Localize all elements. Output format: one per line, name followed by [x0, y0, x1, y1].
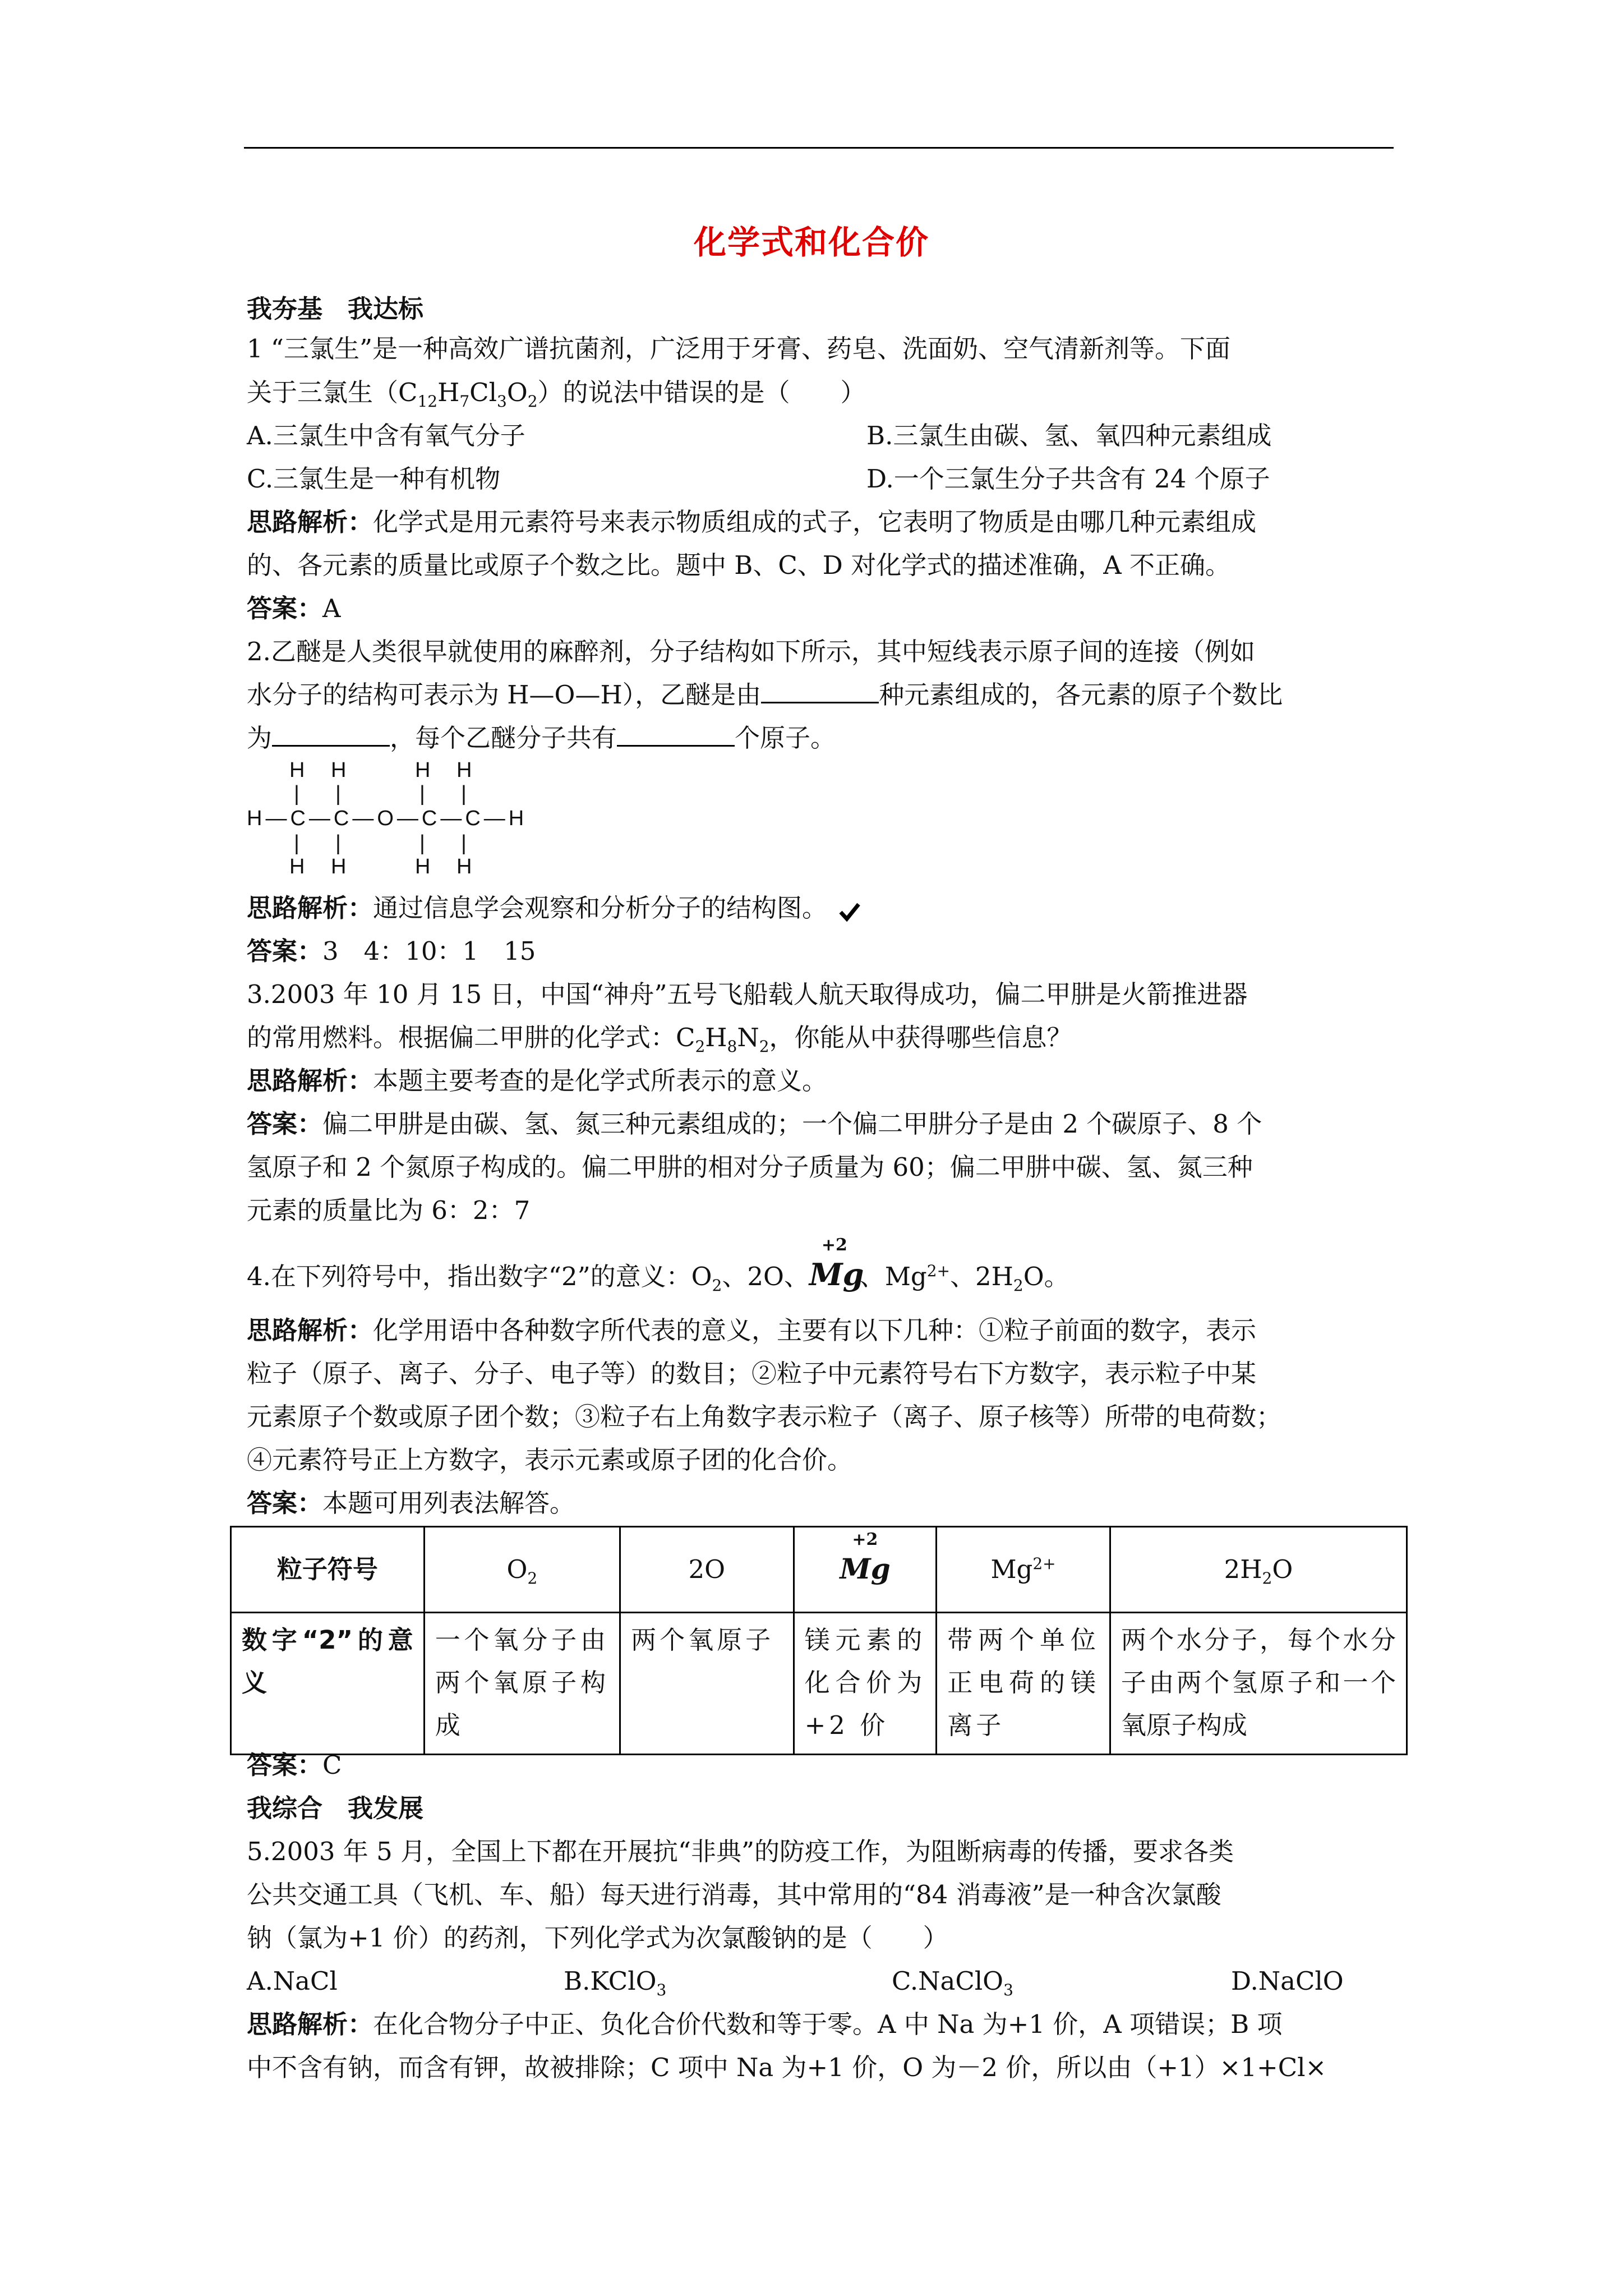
q1-option-b: B.三氯生由碳、氢、氧四种元素组成: [866, 421, 1272, 450]
q4-answer-2: 答案：C: [247, 1750, 342, 1780]
q3-stem-line2: 的常用燃料。根据偏二甲肼的化学式：$C_2H_8N_2$，你能从中获得哪些信息？: [247, 1023, 1072, 1056]
answer-table: [230, 1526, 1408, 1755]
q5-option-d: D.NaClO: [1231, 1966, 1344, 1996]
table-cell: 两个水分子，每个水分子由两个氢原子和一个氧原子构成: [1110, 1613, 1407, 1755]
ether-structure-diagram: H H H H | | | | H—C—C—O—C—C—H | | | | H H H H: [247, 758, 528, 878]
q5-option-b: B.KClO$_3$: [564, 1966, 667, 1999]
q1-option-a: A.三氯生中含有氧气分子: [247, 421, 525, 450]
mg-valence-symbol: +2 Mg: [809, 1235, 864, 1292]
table-header-cell: $O_2$: [424, 1527, 620, 1613]
q5-stem-line3: 钠（氯为+1 价）的药剂，下列化学式为次氯酸钠的是（ ）: [247, 1923, 948, 1953]
table-header-cell: $2H_2O$: [1110, 1527, 1407, 1613]
table-cell: 镁元素的化合价为+2 价: [794, 1613, 937, 1755]
q5-stem-line2: 公共交通工具（飞机、车、船）每天进行消毒，其中常用的“84 消毒液”是一种含次氯酸: [247, 1880, 1221, 1910]
header-rule: [244, 147, 1394, 149]
q3-answer-line2: 氢原子和 2 个氮原子构成的。偏二甲肼的相对分子质量为 60；偏二甲肼中碳、氢、氮三种: [247, 1152, 1253, 1182]
q5-option-a: A.NaCl: [247, 1966, 338, 1996]
q2-stem-line2: 水分子的结构可表示为 H—O—H），乙醚是由 种元素组成的，各元素的原子个数比: [247, 680, 1283, 710]
table-header-cell: $Mg^{2+}$: [937, 1527, 1110, 1613]
q1-stem-line1: 1 “三氯生”是一种高效广谱抗菌剂，广泛用于牙膏、药皂、洗面奶、空气清新剂等。下面: [247, 334, 1230, 364]
q2-stem-line1: 2.乙醚是人类很早就使用的麻醉剂，分子结构如下所示，其中短线表示原子间的连接（例如: [247, 637, 1255, 666]
table-cell: 数字“2”的意义: [231, 1613, 425, 1755]
table-header-cell: 2O: [620, 1527, 794, 1613]
structure-main-chain: H—C—C—O—C—C—H: [247, 807, 528, 830]
page-title: 化学式和化合价: [693, 223, 929, 261]
q4-analysis-line4: ④元素符号正上方数字，表示元素或原子团的化合价。: [247, 1445, 853, 1475]
table-header-cell: +2 Mg: [794, 1527, 937, 1613]
q5-stem-line1: 5.2003 年 5 月，全国上下都在开展抗“非典”的防疫工作，为阻断病毒的传播，要求各类: [247, 1837, 1234, 1866]
q4-answer: 答案：本题可用列表法解答。: [247, 1488, 575, 1518]
q1-option-c: C.三氯生是一种有机物: [247, 464, 501, 494]
q2-stem-line3: 为 ，每个乙醚分子共有 个原子。: [247, 723, 836, 753]
q3-analysis: 思路解析：本题主要考查的是化学式所表示的意义。: [247, 1066, 828, 1096]
q1-stem-line2: 关于三氯生$(C_{12}H_7Cl_3O_2)$的说法中错误的是（ ）: [247, 378, 866, 411]
table-data-row: [231, 1613, 1407, 1755]
checkmark-icon: [838, 901, 861, 923]
q3-stem-line1: 3.2003 年 10 月 15 日，中国“神舟”五号飞船载人航天取得成功，偏二甲肼是火箭推进器: [247, 979, 1248, 1009]
q1-analysis-line2: 的、各元素的质量比或原子个数之比。题中 B、C、D 对化学式的描述准确，A 不正确。: [247, 550, 1230, 580]
q3-answer-line1: 答案：偏二甲肼是由碳、氢、氮三种元素组成的；一个偏二甲肼分子是由 2 个碳原子、8 个: [247, 1109, 1262, 1139]
table-cell: 一个氧分子由两个氧原子构成: [424, 1613, 620, 1755]
q1-answer: 答案：A: [247, 593, 341, 623]
q5-analysis-line2: 中不含有钠，而含有钾，故被排除；C 项中 Na 为+1 价，O 为－2 价，所以由（+1）×1+Cl×: [247, 2053, 1327, 2082]
q2-analysis: 思路解析：通过信息学会观察和分析分子的结构图。: [247, 893, 828, 923]
q3-answer-line3: 元素的质量比为 6：2：7: [247, 1195, 531, 1225]
q4-analysis-line1: 思路解析：化学用语中各种数字所代表的意义，主要有以下几种：①粒子前面的数字，表示: [247, 1315, 1257, 1345]
q4-analysis-line3: 元素原子个数或原子团个数；③粒子右上角数字表示粒子（离子、原子核等）所带的电荷数；: [247, 1402, 1282, 1432]
q1-analysis-line1: 思路解析：化学式是用元素符号来表示物质组成的式子，它表明了物质是由哪几种元素组成: [247, 507, 1257, 537]
table-header-cell: 粒子符号: [231, 1527, 425, 1613]
q1-option-d: D.一个三氯生分子共含有 24 个原子: [866, 464, 1270, 494]
q5-analysis-line1: 思路解析：在化合物分子中正、负化合价代数和等于零。A 中 Na 为+1 价，A 项错误；B 项: [247, 2009, 1283, 2039]
table-cell: 两个氧原子: [620, 1613, 794, 1755]
table-cell: 带两个单位正电荷的镁离子: [937, 1613, 1110, 1755]
section-heading-1: 我夯基 我达标: [247, 294, 424, 324]
q5-option-c: C.NaClO$_3$: [892, 1966, 1013, 1999]
q2-answer: 答案：3 4：10：1 15: [247, 936, 536, 966]
q4-stem: 4.在下列符号中，指出数字“2”的意义：$O_2$、2O、 +2 Mg、$Mg^{2+}$、$2H_2O$。: [247, 1253, 1391, 1299]
table-header-row: [231, 1527, 1407, 1613]
section-heading-2: 我综合 我发展: [247, 1793, 424, 1823]
q4-analysis-line2: 粒子（原子、离子、分子、电子等）的数目；②粒子中元素符号右下方数字，表示粒子中某: [247, 1359, 1257, 1388]
